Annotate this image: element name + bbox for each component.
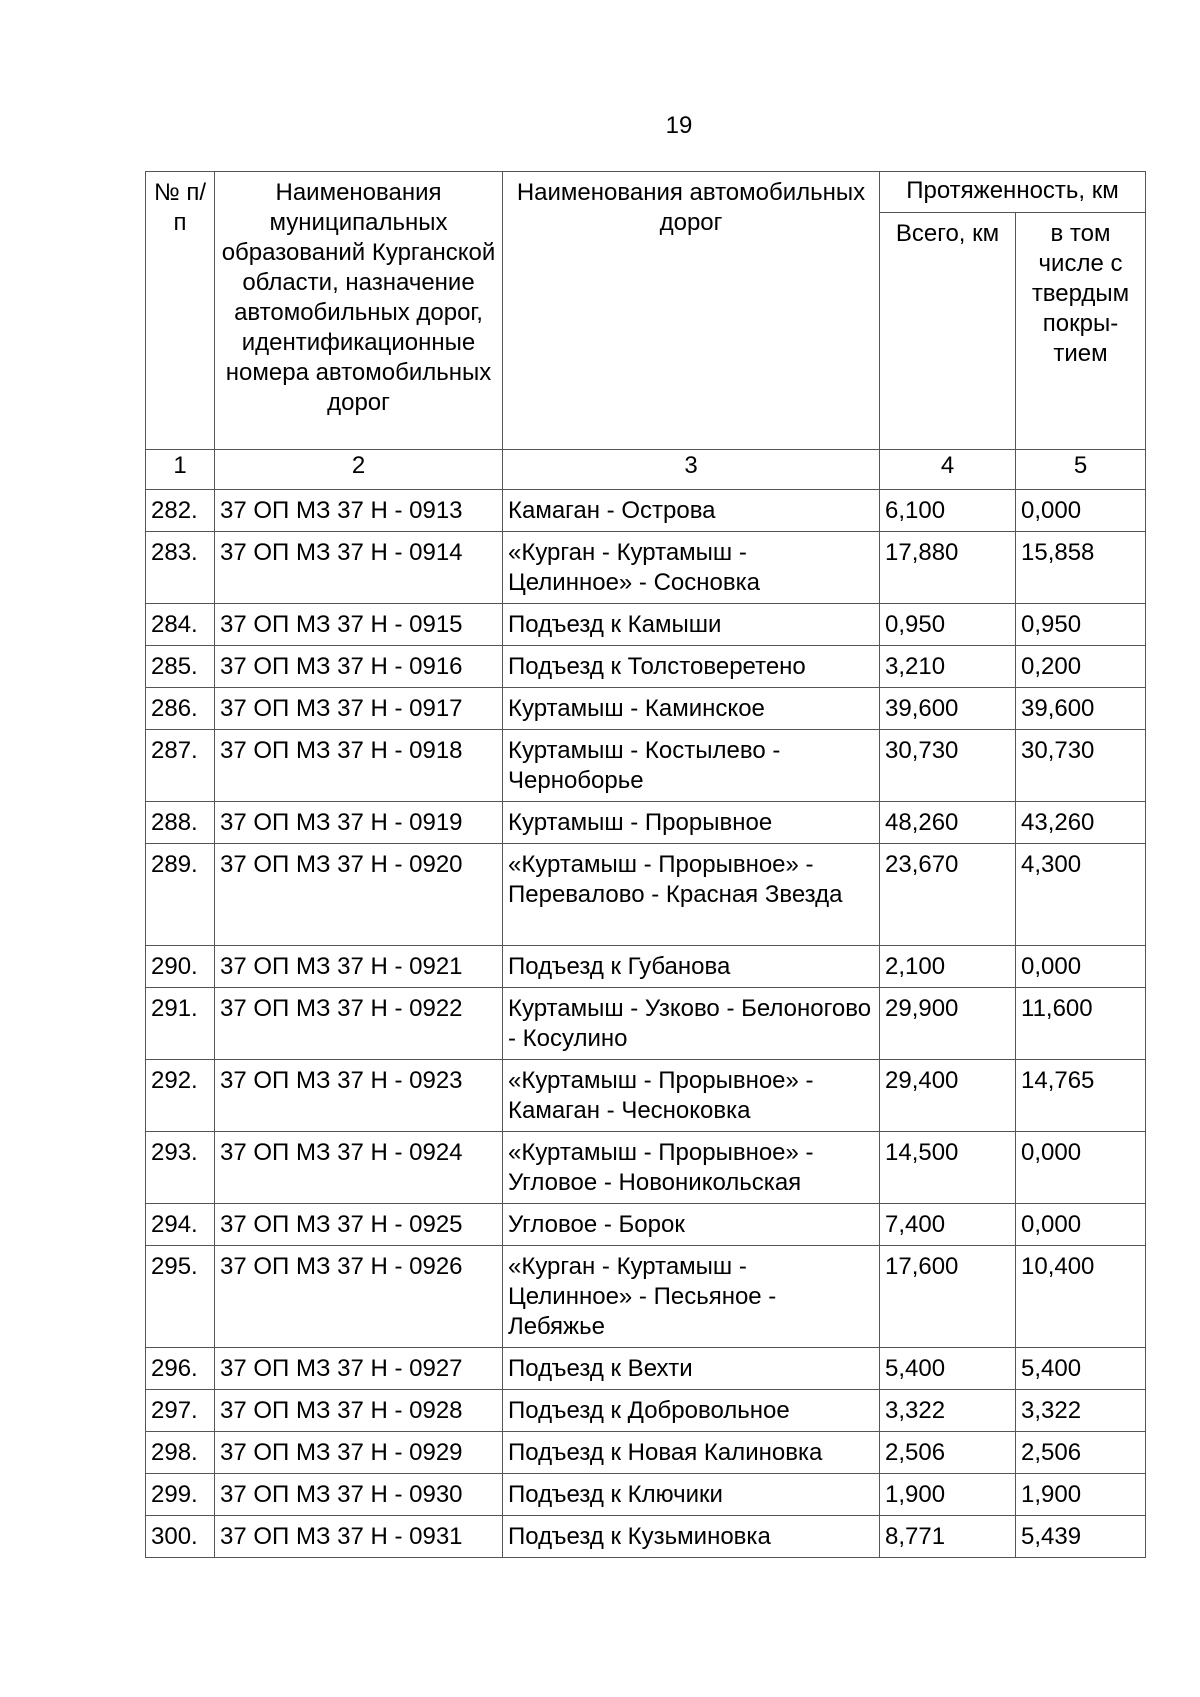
length-hard-surface: 30,730 [1016, 730, 1146, 802]
road-name: «Курган - Куртамыш - Целинное» - Песьяное - Лебяжье [503, 1246, 880, 1348]
length-total: 14,500 [880, 1132, 1016, 1204]
table-row [146, 1132, 1146, 1204]
row-number: 297. [146, 1390, 215, 1432]
length-total: 30,730 [880, 730, 1016, 802]
length-hard-surface: 5,439 [1016, 1516, 1146, 1558]
road-name: Камаган - Острова [503, 490, 880, 532]
length-hard-surface: 0,000 [1016, 1132, 1146, 1204]
table-row [146, 844, 1146, 946]
road-name: Подъезд к Камыши [503, 604, 880, 646]
road-name: Подъезд к Новая Калиновка [503, 1432, 880, 1474]
table-row [146, 946, 1146, 988]
road-identifier: 37 ОП МЗ 37 Н - 0922 [215, 988, 503, 1060]
length-total: 5,400 [880, 1348, 1016, 1390]
length-total: 3,322 [880, 1390, 1016, 1432]
road-identifier: 37 ОП МЗ 37 Н - 0925 [215, 1204, 503, 1246]
row-number: 289. [146, 844, 215, 946]
road-name: Подъезд к Толстоверетено [503, 646, 880, 688]
length-total: 23,670 [880, 844, 1016, 946]
length-hard-surface: 0,950 [1016, 604, 1146, 646]
column-number: 5 [1016, 450, 1146, 490]
header-length: Протяженность, км [880, 172, 1146, 213]
table-header [146, 172, 1146, 490]
length-hard-surface: 4,300 [1016, 844, 1146, 946]
length-hard-surface: 1,900 [1016, 1474, 1146, 1516]
table-row [146, 1432, 1146, 1474]
length-total: 17,880 [880, 532, 1016, 604]
length-hard-surface: 0,000 [1016, 1204, 1146, 1246]
length-total: 7,400 [880, 1204, 1016, 1246]
table-row [146, 1246, 1146, 1348]
table-row [146, 604, 1146, 646]
length-total: 0,950 [880, 604, 1016, 646]
road-name: Куртамыш - Прорывное [503, 802, 880, 844]
table-row [146, 802, 1146, 844]
row-number: 286. [146, 688, 215, 730]
road-identifier: 37 ОП МЗ 37 Н - 0917 [215, 688, 503, 730]
road-identifier: 37 ОП МЗ 37 Н - 0929 [215, 1432, 503, 1474]
road-name: Подъезд к Вехти [503, 1348, 880, 1390]
row-number: 290. [146, 946, 215, 988]
row-number: 291. [146, 988, 215, 1060]
road-name: Подъезд к Губанова [503, 946, 880, 988]
road-name: Угловое - Борок [503, 1204, 880, 1246]
road-name: Куртамыш - Узково - Белоногово - Косулино [503, 988, 880, 1060]
table-row [146, 1060, 1146, 1132]
row-number: 298. [146, 1432, 215, 1474]
length-total: 48,260 [880, 802, 1016, 844]
row-number: 288. [146, 802, 215, 844]
row-number: 285. [146, 646, 215, 688]
road-identifier: 37 ОП МЗ 37 Н - 0914 [215, 532, 503, 604]
table-row [146, 988, 1146, 1060]
road-name: Куртамыш - Костылево - Черноборье [503, 730, 880, 802]
table-row [146, 532, 1146, 604]
length-total: 1,900 [880, 1474, 1016, 1516]
header-number: № п/п [146, 172, 215, 450]
length-total: 17,600 [880, 1246, 1016, 1348]
row-number: 282. [146, 490, 215, 532]
roads-table [145, 171, 1146, 1558]
table-row [146, 646, 1146, 688]
length-hard-surface: 3,322 [1016, 1390, 1146, 1432]
length-total: 29,900 [880, 988, 1016, 1060]
column-number: 4 [880, 450, 1016, 490]
header-hard-surface: в том числе с твердым покры-тием [1016, 213, 1146, 450]
road-identifier: 37 ОП МЗ 37 Н - 0927 [215, 1348, 503, 1390]
length-hard-surface: 2,506 [1016, 1432, 1146, 1474]
road-identifier: 37 ОП МЗ 37 Н - 0928 [215, 1390, 503, 1432]
road-name: Подъезд к Кузьминовка [503, 1516, 880, 1558]
road-name: «Куртамыш - Прорывное» - Угловое - Новоникольская [503, 1132, 880, 1204]
road-identifier: 37 ОП МЗ 37 Н - 0919 [215, 802, 503, 844]
road-name: Куртамыш - Каминское [503, 688, 880, 730]
length-hard-surface: 5,400 [1016, 1348, 1146, 1390]
row-number: 300. [146, 1516, 215, 1558]
header-municipality: Наименования муниципальных образований Курганской области, назначение автомобильных дорог, идентификационные номера автомобильных дорог [215, 172, 503, 450]
table-row [146, 1474, 1146, 1516]
road-identifier: 37 ОП МЗ 37 Н - 0923 [215, 1060, 503, 1132]
road-identifier: 37 ОП МЗ 37 Н - 0924 [215, 1132, 503, 1204]
length-hard-surface: 39,600 [1016, 688, 1146, 730]
table-body [146, 490, 1146, 1558]
length-hard-surface: 11,600 [1016, 988, 1146, 1060]
row-number: 283. [146, 532, 215, 604]
length-total: 3,210 [880, 646, 1016, 688]
road-identifier: 37 ОП МЗ 37 Н - 0916 [215, 646, 503, 688]
length-total: 8,771 [880, 1516, 1016, 1558]
road-identifier: 37 ОП МЗ 37 Н - 0931 [215, 1516, 503, 1558]
table-row [146, 1516, 1146, 1558]
row-number: 294. [146, 1204, 215, 1246]
road-name: «Курган - Куртамыш - Целинное» - Сосновка [503, 532, 880, 604]
length-total: 2,100 [880, 946, 1016, 988]
row-number: 292. [146, 1060, 215, 1132]
table-row [146, 1348, 1146, 1390]
row-number: 295. [146, 1246, 215, 1348]
length-hard-surface: 0,000 [1016, 490, 1146, 532]
length-hard-surface: 43,260 [1016, 802, 1146, 844]
column-number: 3 [503, 450, 880, 490]
row-number: 284. [146, 604, 215, 646]
length-total: 39,600 [880, 688, 1016, 730]
road-name: Подъезд к Ключики [503, 1474, 880, 1516]
length-total: 2,506 [880, 1432, 1016, 1474]
road-identifier: 37 ОП МЗ 37 Н - 0926 [215, 1246, 503, 1348]
length-hard-surface: 0,000 [1016, 946, 1146, 988]
table-row [146, 1204, 1146, 1246]
header-road-name: Наименования автомобильных дорог [503, 172, 880, 450]
road-identifier: 37 ОП МЗ 37 Н - 0930 [215, 1474, 503, 1516]
road-identifier: 37 ОП МЗ 37 Н - 0918 [215, 730, 503, 802]
road-name: «Куртамыш - Прорывное» - Камаган - Чесноковка [503, 1060, 880, 1132]
page-number: 19 [665, 112, 693, 139]
road-identifier: 37 ОП МЗ 37 Н - 0913 [215, 490, 503, 532]
table-row [146, 730, 1146, 802]
length-hard-surface: 15,858 [1016, 532, 1146, 604]
length-hard-surface: 10,400 [1016, 1246, 1146, 1348]
road-name: «Куртамыш - Прорывное» - Перевалово - Красная Звезда [503, 844, 880, 946]
table-row [146, 688, 1146, 730]
row-number: 287. [146, 730, 215, 802]
column-number-row [146, 450, 1146, 490]
row-number: 299. [146, 1474, 215, 1516]
table-row [146, 1390, 1146, 1432]
road-name: Подъезд к Добровольное [503, 1390, 880, 1432]
column-number: 2 [215, 450, 503, 490]
header-total: Всего, км [880, 213, 1016, 450]
table-row [146, 490, 1146, 532]
length-hard-surface: 0,200 [1016, 646, 1146, 688]
road-identifier: 37 ОП МЗ 37 Н - 0915 [215, 604, 503, 646]
row-number: 296. [146, 1348, 215, 1390]
road-identifier: 37 ОП МЗ 37 Н - 0921 [215, 946, 503, 988]
column-number: 1 [146, 450, 215, 490]
length-total: 6,100 [880, 490, 1016, 532]
road-identifier: 37 ОП МЗ 37 Н - 0920 [215, 844, 503, 946]
row-number: 293. [146, 1132, 215, 1204]
length-total: 29,400 [880, 1060, 1016, 1132]
length-hard-surface: 14,765 [1016, 1060, 1146, 1132]
